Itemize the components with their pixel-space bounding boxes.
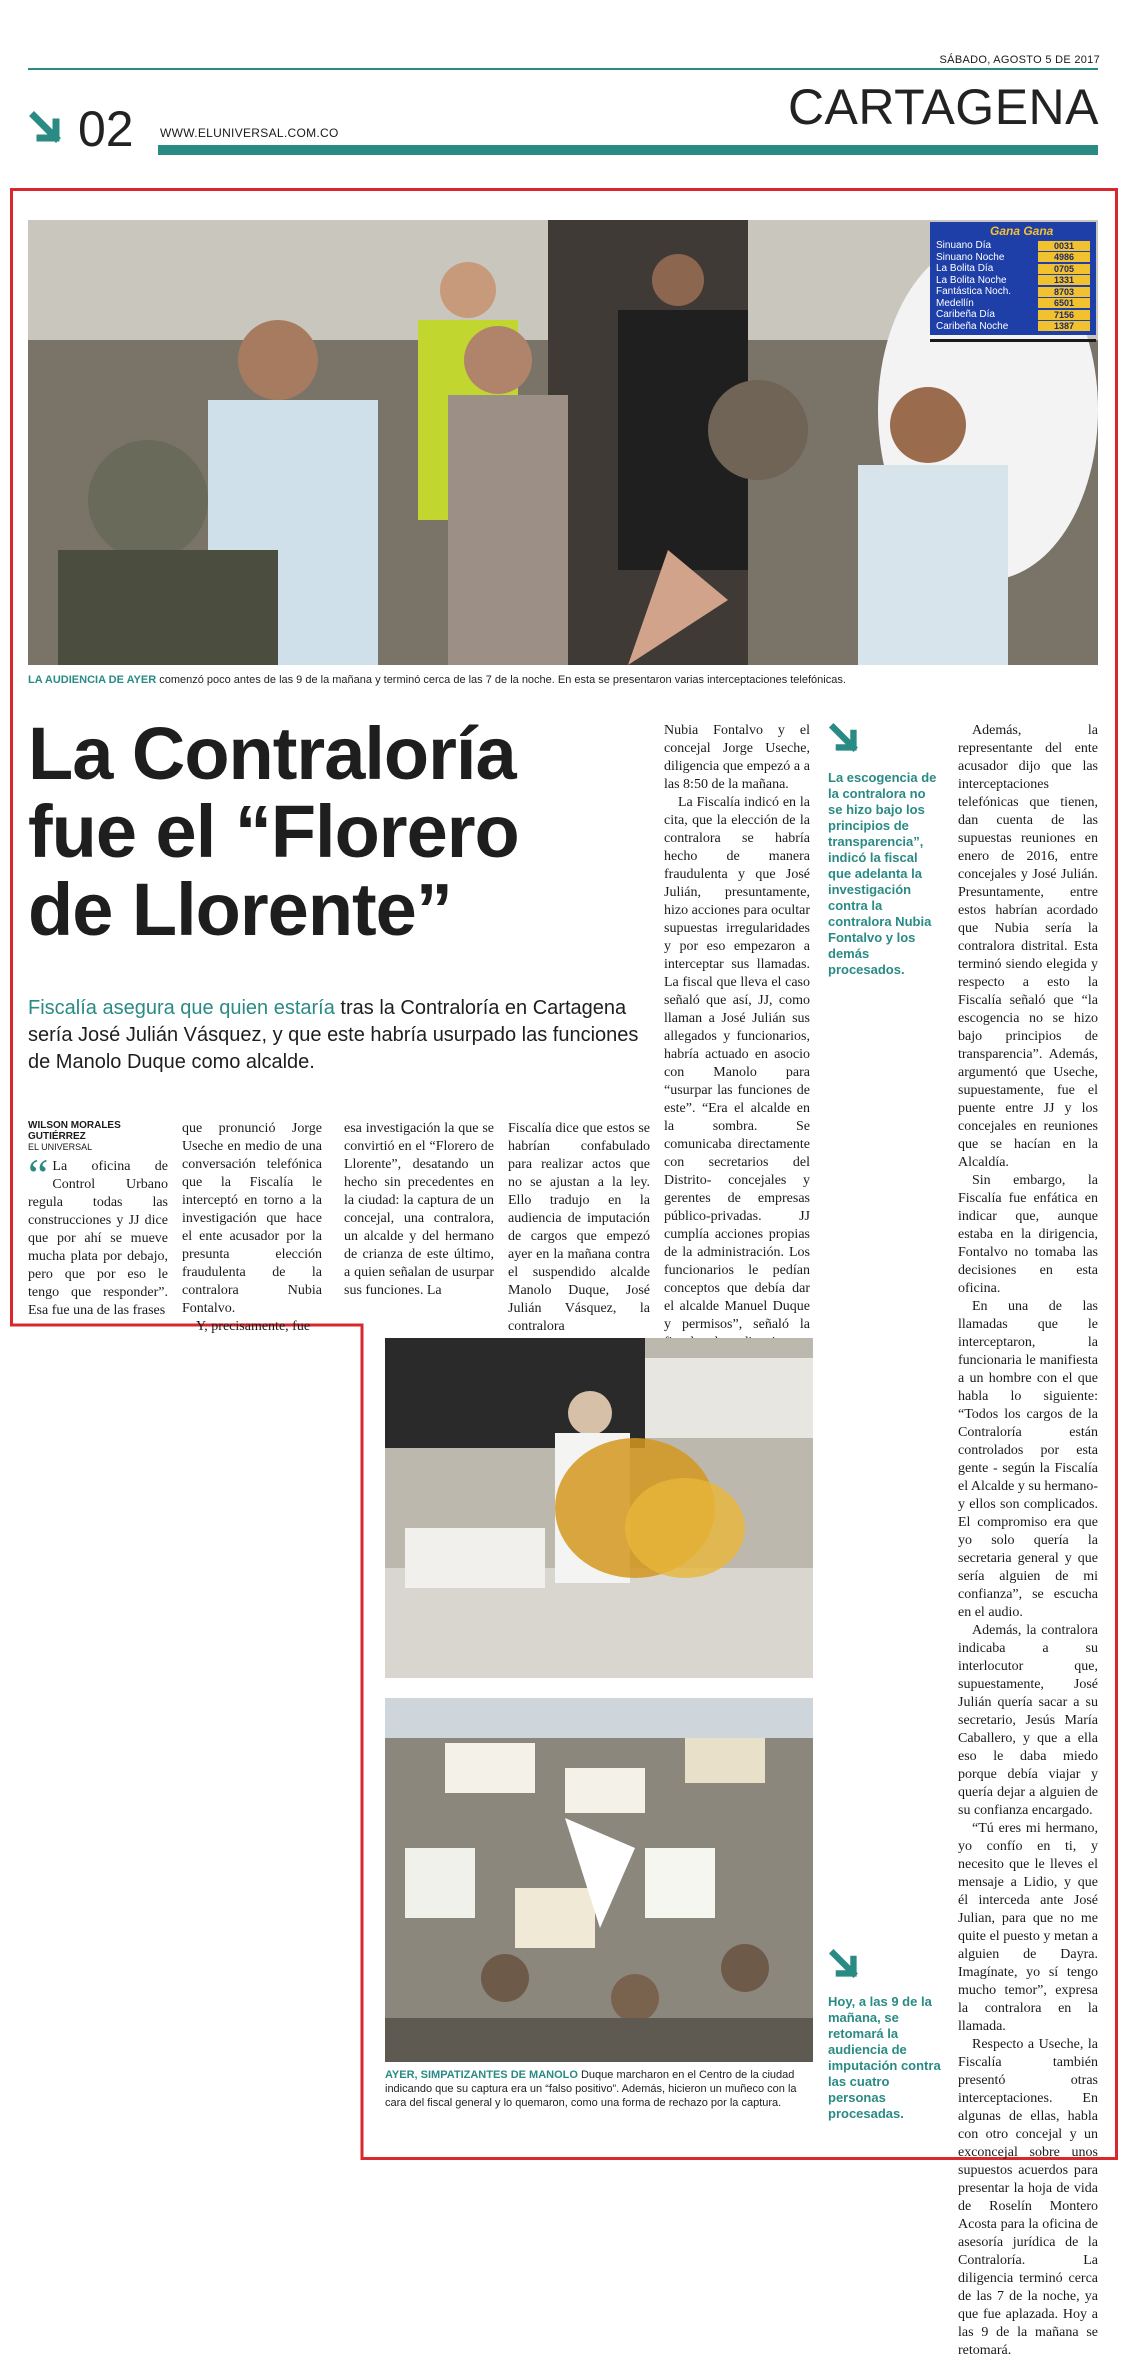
lottery-name: Medellín	[936, 297, 974, 309]
deck-text: tras la Contraloría en Cartagena sería José Julián Vásquez, y que este habría usurpado las funciones de Manolo Duque como alcalde.	[28, 997, 639, 1073]
lottery-number: 8703	[1038, 287, 1090, 297]
caption-lead: LA AUDIENCIA DE AYER	[28, 674, 157, 686]
lottery-name: La Bolita Noche	[936, 274, 1007, 286]
lottery-row	[930, 321, 1096, 333]
site-url[interactable]: WWW.ELUNIVERSAL.COM.CO	[160, 126, 339, 140]
headline	[28, 712, 648, 951]
lottery-results-box	[930, 222, 1096, 335]
lottery-number: 7156	[1038, 310, 1090, 320]
lottery-row	[930, 240, 1096, 252]
deck-highlight: Fiscalía asegura que quien estaría	[28, 997, 335, 1019]
main-photo-caption	[28, 673, 1098, 687]
lottery-rows	[930, 240, 1096, 332]
article-column-2	[182, 1120, 322, 1336]
lottery-number: 0031	[1038, 241, 1090, 251]
lottery-number: 1331	[1038, 275, 1090, 285]
pullquote-2-arrow-icon	[828, 1948, 868, 1993]
col2-paragraph-1: que pronunció Jorge Useche en medio de una conversación telefónica que la Fiscalía le interceptó en torno a la investigación que hace el ente acusador por la presunta elección fraudulenta de la contralora Nubia Fontalvo.	[182, 1121, 322, 1316]
bottom-caption-lead: AYER, SIMPATIZANTES DE MANOLO	[385, 2069, 578, 2081]
lottery-name: La Bolita Día	[936, 263, 994, 275]
lottery-logo: Gana Gana	[990, 224, 1054, 238]
lottery-number: 6501	[1038, 298, 1090, 308]
lottery-rule	[930, 339, 1096, 342]
lottery-row	[930, 286, 1096, 298]
article-column-1	[28, 1120, 168, 1320]
headline-line-2: fue el “Florero	[28, 790, 519, 873]
lottery-name: Sinuano Noche	[936, 251, 1005, 263]
lottery-name: Caribeña Noche	[936, 320, 1009, 332]
lottery-name: Fantástica Noch.	[936, 286, 1012, 298]
col1-text: La oficina de Control Urbano regula todas las construcciones y JJ dice que por ahí se mueve mucha plata por debajo, pero que por eso le tengo que responder”. Esa fue una de las frases	[28, 1159, 168, 1318]
pullquote-2: Hoy, a las 9 de la mañana, se retomará la audiencia de imputación contra las cuatro personas procesadas.	[828, 1994, 941, 2121]
col5-paragraph-1: Nubia Fontalvo y el concejal Jorge Useche, diligencia que empezó a a las 8:50 de la mañana.	[664, 723, 810, 792]
col2-paragraph-2: Y, precisamente, fue	[196, 1319, 311, 1334]
headline-line-3: de Llorente”	[28, 868, 452, 951]
header-rule-bottom	[158, 145, 1098, 155]
lottery-row	[930, 252, 1096, 264]
section-title: CARTAGENA	[787, 79, 1099, 135]
col5-paragraph-2: La Fiscalía indicó en la cita, que la elección de la contralora se habría hecho de manera fraudulenta y que José Julián, presuntamente, hizo acciones para ocultar supuestas irregularidades y por eso empezaron a interceptar sus llamadas. La fiscal que lleva el caso señaló que así, JJ, como llaman a José Julián sus allegados y funcionarios, habría actuado en asocio con Manolo para “usurpar las funciones de este”. “Era el alcalde en la sombra. Se comunicaba directamente con secretarios del Distrito- concejales y gerentes de empresas público-privadas. JJ cumplía acciones propias de la administración. Los funcionarios le pedían conceptos que debía dar el alcalde Manuel Duque y permisos”, señaló la	[664, 795, 810, 1332]
lottery-row	[930, 309, 1096, 321]
lottery-number: 4986	[1038, 252, 1090, 262]
article-column-5	[664, 722, 810, 1352]
arrow-icon	[28, 110, 72, 159]
col4-text: Fiscalía dice que estos se habrían confabulado para realizar actos que no se ajustan a la ley. Ello tradujo en la audiencia de imputación de cargos que empezó ayer en la mañana contra el suspendido alcalde Manolo Duque, José Julián Vásquez, la contralora	[508, 1121, 650, 1334]
effigy-photo	[385, 1338, 813, 1678]
lottery-number: 1387	[1038, 321, 1090, 331]
quote-mark-icon: “	[28, 1149, 49, 1200]
header-rule-top	[28, 68, 1098, 70]
pullquote-1: La escogencia de la contralora no se hizo bajo los principios de transparencia”, indicó la fiscal que adelanta la investigación contra la contralora Nubia Fontalvo y los demás procesados.	[828, 770, 937, 977]
headline-line-1: La Contraloría	[28, 712, 516, 795]
col7-paragraph: Respecto a Useche, la Fiscalía también presentó otras interceptaciones. En algunas de ellas, habla con otro concejal y un exconcejal sobre unos supuestos acuerdos para presentar la hoja de vida de Roselín Montero Acosta para la oficina de asesoría jurídica de la Contraloría. La diligencia terminó cerca de las 7 de la noche, ya que fue aplazada. Hoy a las 9 de la mañana se retomará.	[958, 2037, 1098, 2358]
caption-text: comenzó poco antes de las 9 de la mañana y terminó cerca de las 7 de la noche. En esta se presentaron varias interceptaciones telefónicas.	[156, 674, 846, 686]
lottery-number: 0705	[1038, 264, 1090, 274]
col7-paragraph: Sin embargo, la Fiscalía fue enfática en indicar que, aunque estaba en la dirigencia, Fontalvo no tomaba las decisiones en esta oficina.	[958, 1173, 1098, 1296]
col3-text: esa investigación la que se convirtió en el “Florero de Llorente”, desatando un hecho sin precedentes en la ciudad: la captura de un concejal, una contralora, un alcalde y del hermano de crianza de este último, a quien señalan de usurpar sus funciones. La	[344, 1121, 494, 1298]
article-column-3	[344, 1120, 494, 1300]
article-column-7	[958, 722, 1098, 2360]
article-column-4	[508, 1120, 650, 1336]
issue-date: SÁBADO, AGOSTO 5 DE 2017	[939, 54, 1100, 66]
byline: WILSON MORALES GUTIÉRREZ	[28, 1120, 121, 1142]
lottery-row	[930, 275, 1096, 287]
lottery-name: Sinuano Día	[936, 240, 992, 252]
bottom-caption-text: Duque marcharon en el Centro de la ciudad indicando que su captura era un “falso positivo”. Además, hicieron un muñeco con la cara del fiscal general y lo quemaron, como una forma de rechazo por la captura.	[385, 2069, 797, 2109]
lottery-row	[930, 298, 1096, 310]
march-photo-caption	[385, 2068, 815, 2110]
pullquote-arrow-icon	[828, 722, 868, 767]
lottery-name: Caribeña Día	[936, 309, 995, 321]
col7-paragraph: “Tú eres mi hermano, yo confío en ti, y necesito que le lleves el mensaje a Lidio, y que él interceda ante José Julian, para que no me quite el puesto y metan a alguien de Dayra. Imagínate, yo sí tengo mucho temor”, expresa la contralora en la llamada.	[958, 1821, 1098, 2034]
lottery-row	[930, 263, 1096, 275]
march-photo	[385, 1698, 813, 2062]
page-number: 02	[78, 101, 134, 157]
col7-paragraph: Además, la contralora indicaba a su interlocutor que, supuestamente, José Julián quería sacar a su secretario, Jesús María Caballero, y que a ella eso le daba miedo porque debía viajar y quería dejar a alguien de su confianza encargado.	[958, 1623, 1098, 1818]
deck	[28, 995, 648, 1076]
byline-org: EL UNIVERSAL	[28, 1142, 93, 1152]
col7-paragraph: En una de las llamadas que le interceptaron, la funcionaria le manifiesta a un hombre con el que habla lo siguiente: “Todos los cargos de la Contraloría están controlados por esta gente - según la Fiscalía el Alcalde y su hermano- y ellos son complicados. El compromiso era que yo solo quería la secretaria general y que sería alguien de mi confianza”, se escucha en el audio.	[958, 1299, 1098, 1620]
col7-paragraph: Además, la representante del ente acusador dijo que las interceptaciones telefónicas que tienen, dan cuenta de las supuestas reuniones en enero de 2016, entre concejales y José Julián. Presuntamente, entre estos habrían acordado que Nubia sería la contralora distrital. Esta terminó siendo elegida y respecto a esto la Fiscalía señaló que “la escogencia no se hizo bajo principios de transparencia”. Además, argumentó que Useche, supuestamente, fue el puente entre JJ y los concejales en reuniones que se hacían en la Alcaldía.	[958, 723, 1098, 1170]
